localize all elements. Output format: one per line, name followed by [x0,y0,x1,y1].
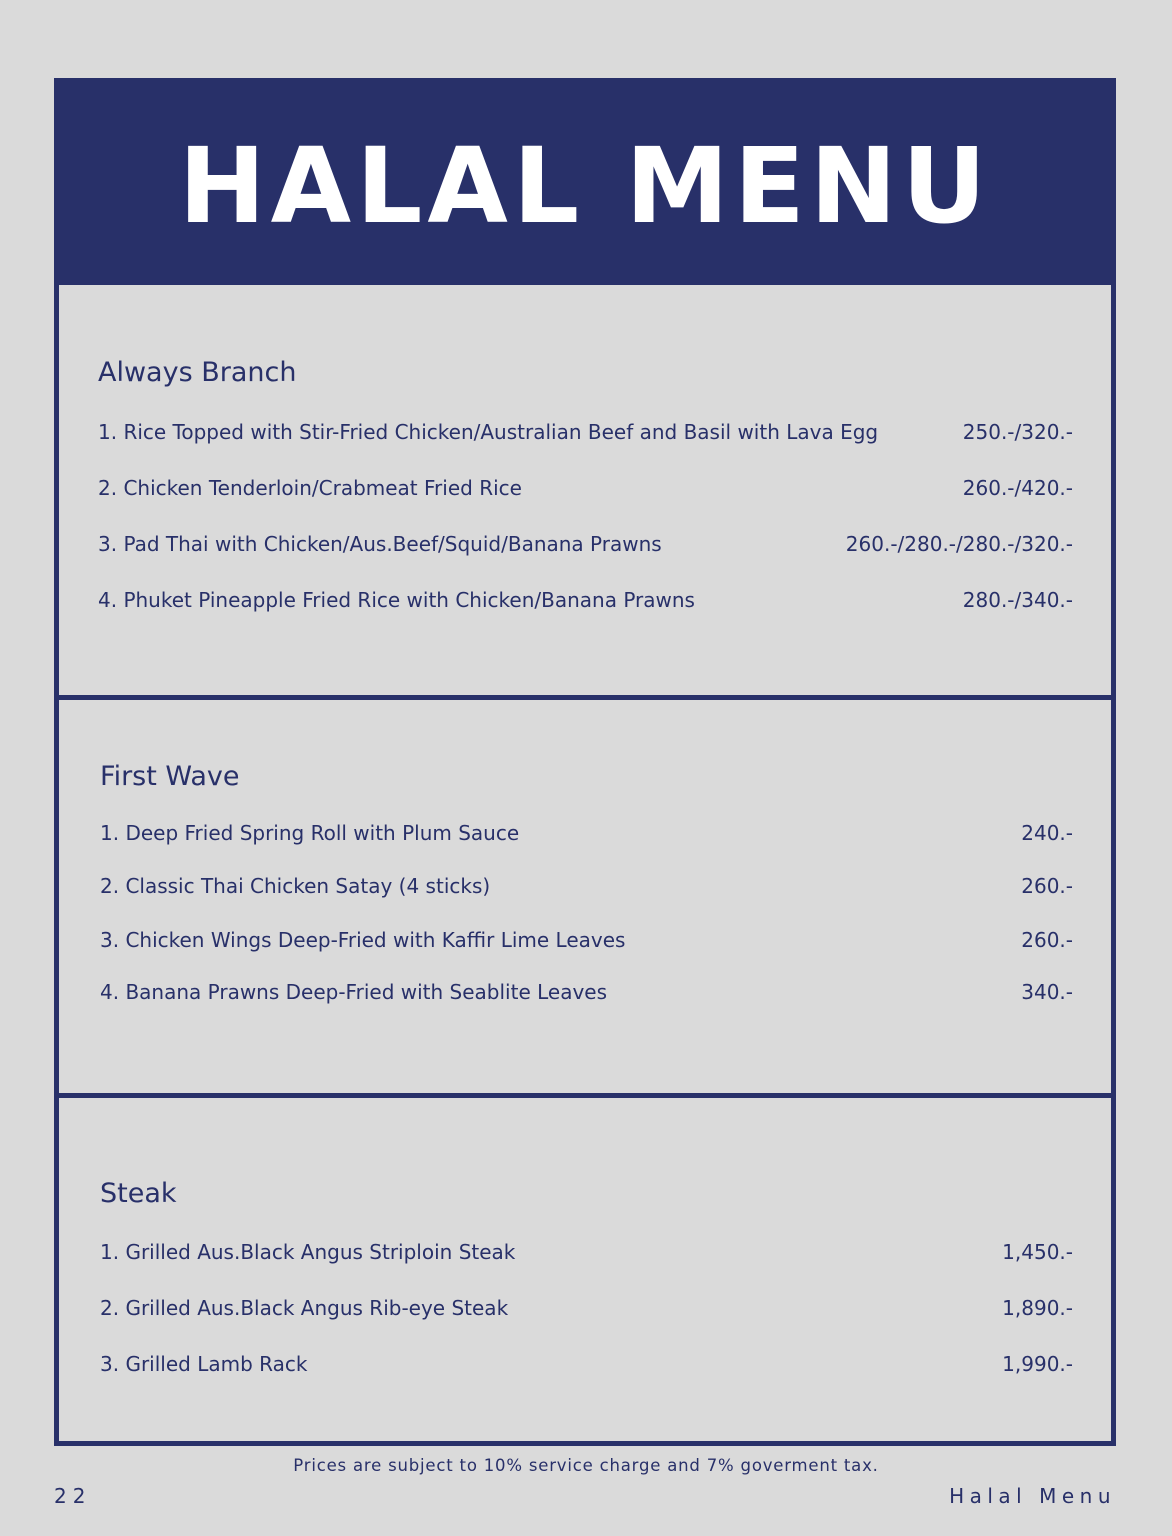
item-name: 3. Chicken Wings Deep-Fried with Kaffir Lime Leaves [100,928,626,952]
item-price: 1,450.- [1002,1240,1073,1264]
section-title-first-wave: First Wave [100,761,240,792]
header-banner [59,83,1111,285]
section-divider [59,695,1111,700]
section-title-always-branch: Always Branch [98,357,297,388]
menu-item [59,585,1111,615]
item-name: 2. Classic Thai Chicken Satay (4 sticks) [100,874,491,898]
section-title-steak: Steak [100,1178,177,1209]
menu-item [59,473,1111,503]
item-price: 250.-/320.- [962,420,1073,444]
menu-item [59,1349,1111,1379]
item-price: 260.- [1021,874,1073,898]
item-name: 3. Pad Thai with Chicken/Aus.Beef/Squid/Banana Prawns [98,532,662,556]
menu-item [59,1237,1111,1267]
item-price: 1,890.- [1002,1296,1073,1320]
section-divider [59,1093,1111,1098]
menu-item [59,871,1111,901]
item-price: 260.-/420.- [962,476,1073,500]
item-price: 1,990.- [1002,1352,1073,1376]
item-price: 340.- [1021,980,1073,1004]
item-name: 3. Grilled Lamb Rack [100,1352,308,1376]
item-name: 1. Deep Fried Spring Roll with Plum Sauce [100,821,520,845]
item-name: 1. Grilled Aus.Black Angus Striploin Steak [100,1240,516,1264]
item-name: 1. Rice Topped with Stir-Fried Chicken/Australian Beef and Basil with Lava Egg [98,420,879,444]
item-price: 260.- [1021,928,1073,952]
menu-item [59,925,1111,955]
item-price: 280.-/340.- [962,588,1073,612]
item-price: 260.-/280.-/280.-/320.- [845,532,1073,556]
page-title: HALAL MENU [178,125,992,247]
footer-label: Halal Menu [949,1484,1116,1508]
item-name: 4. Phuket Pineapple Fried Rice with Chicken/Banana Prawns [98,588,695,612]
menu-item [59,529,1111,559]
menu-item [59,1293,1111,1323]
menu-frame [54,78,1116,1446]
service-charge-note: Prices are subject to 10% service charge and 7% goverment tax. [293,1456,879,1475]
item-name: 2. Chicken Tenderloin/Crabmeat Fried Rice [98,476,522,500]
item-name: 4. Banana Prawns Deep-Fried with Seablite Leaves [100,980,608,1004]
menu-item [59,977,1111,1007]
item-price: 240.- [1021,821,1073,845]
page-number: 22 [54,1484,92,1508]
item-name: 2. Grilled Aus.Black Angus Rib-eye Steak [100,1296,509,1320]
menu-item [59,417,1111,447]
menu-item [59,818,1111,848]
